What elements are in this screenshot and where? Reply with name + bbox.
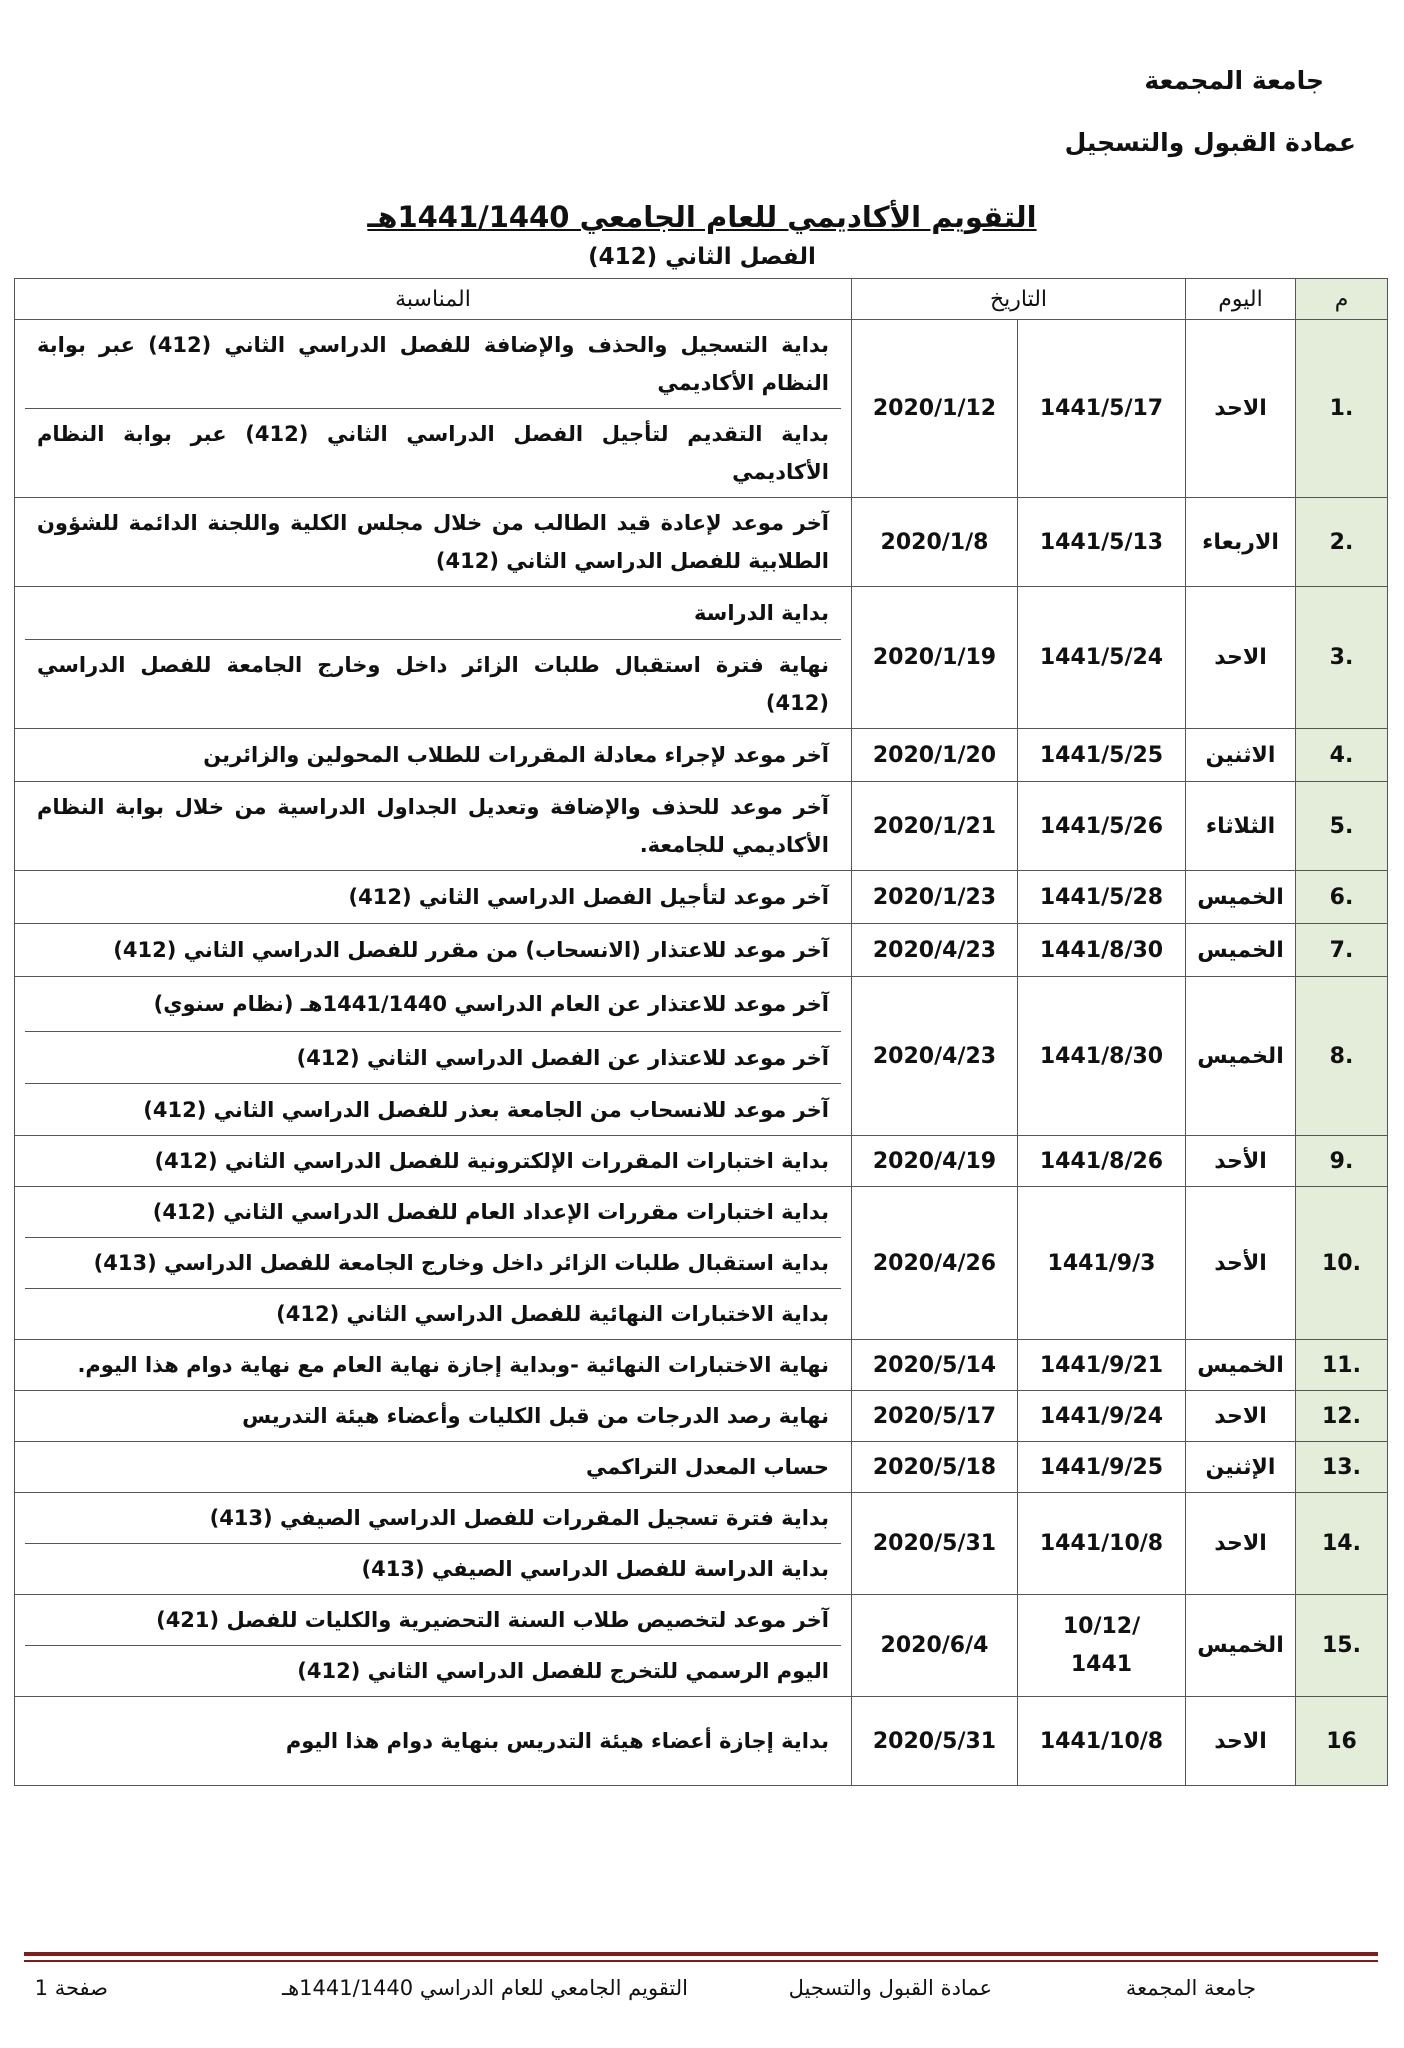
event-text: بداية اختبارات المقررات الإلكترونية للفصل الدراسي الثاني (412) <box>154 1149 829 1173</box>
event-item <box>25 498 841 586</box>
row-day: الخميس <box>1186 924 1296 977</box>
row-day: الاحد <box>1186 587 1296 729</box>
row-day: الاثنين <box>1186 729 1296 782</box>
row-events <box>15 1391 852 1442</box>
row-gregorian-date: 2020/1/8 <box>851 498 1017 587</box>
row-number: 14. <box>1296 1493 1388 1595</box>
table-row <box>15 320 1388 498</box>
table-row <box>15 498 1388 587</box>
table-row <box>15 1493 1388 1595</box>
event-item <box>25 1237 841 1288</box>
row-gregorian-date: 2020/4/23 <box>851 977 1017 1136</box>
row-hijri-date: 1441/9/25 <box>1018 1442 1186 1493</box>
table-row <box>15 729 1388 782</box>
row-events <box>15 320 852 498</box>
event-item <box>25 320 841 408</box>
event-item <box>25 408 841 497</box>
row-events <box>15 1595 852 1697</box>
row-events <box>15 1493 852 1595</box>
row-hijri-date: 1441/8/30 <box>1018 977 1186 1136</box>
row-number: 6. <box>1296 871 1388 924</box>
footer-deanship: عمادة القبول والتسجيل <box>788 1976 992 2000</box>
row-number: 3. <box>1296 587 1388 729</box>
event-item <box>25 587 841 639</box>
event-text: بداية الاختبارات النهائية للفصل الدراسي الثاني (412) <box>276 1302 829 1326</box>
row-number: 7. <box>1296 924 1388 977</box>
row-gregorian-date: 2020/5/17 <box>851 1391 1017 1442</box>
table-row <box>15 1442 1388 1493</box>
event-text: بداية إجازة أعضاء هيئة التدريس بنهاية دوام هذا اليوم <box>285 1729 829 1753</box>
event-text: آخر موعد لإجراء معادلة المقررات للطلاب المحولين والزائرين <box>203 743 829 767</box>
table-header-row <box>15 279 1388 320</box>
event-text: نهاية الاختبارات النهائية -وبداية إجازة نهاية العام مع نهاية دوام هذا اليوم. <box>77 1353 829 1377</box>
footer-calendar: التقويم الجامعي للعام الدراسي 1441/1440هـ <box>281 1976 688 2000</box>
column-header-event: المناسبة <box>15 279 852 320</box>
row-number: 9. <box>1296 1136 1388 1187</box>
row-number: 4. <box>1296 729 1388 782</box>
row-hijri-date: 1441/9/3 <box>1018 1187 1186 1340</box>
row-events <box>15 1442 852 1493</box>
row-gregorian-date: 2020/5/31 <box>851 1493 1017 1595</box>
event-text: نهاية رصد الدرجات من قبل الكليات وأعضاء هيئة التدريس <box>242 1404 829 1428</box>
row-day: الإثنين <box>1186 1442 1296 1493</box>
row-number: 5. <box>1296 782 1388 871</box>
event-text: نهاية فترة استقبال طلبات الزائر داخل وخارج الجامعة للفصل الدراسي (412) <box>37 653 829 715</box>
row-number: 10. <box>1296 1187 1388 1340</box>
event-item <box>25 1697 841 1785</box>
event-text: آخر موعد لتخصيص طلاب السنة التحضيرية والكليات للفصل (421) <box>156 1608 829 1632</box>
event-text: آخر موعد للحذف والإضافة وتعديل الجداول الدراسية من خلال بوابة النظام الأكاديمي للجامعة. <box>37 795 829 857</box>
table-row <box>15 977 1388 1136</box>
event-text: بداية استقبال طلبات الزائر داخل وخارج الجامعة للفصل الدراسي (413) <box>93 1251 829 1275</box>
row-day: الخميس <box>1186 1340 1296 1391</box>
row-number: 11. <box>1296 1340 1388 1391</box>
event-text: بداية التقديم لتأجيل الفصل الدراسي الثاني (412) عبر بوابة النظام الأكاديمي <box>37 422 829 484</box>
footer-rule-thin <box>24 1960 1378 1962</box>
table-row <box>15 924 1388 977</box>
row-hijri-date: 1441/5/13 <box>1018 498 1186 587</box>
row-gregorian-date: 2020/5/31 <box>851 1697 1017 1786</box>
column-header-number: م <box>1296 279 1388 320</box>
event-text: بداية اختبارات مقررات الإعداد العام للفصل الدراسي الثاني (412) <box>152 1200 829 1224</box>
row-gregorian-date: 2020/4/23 <box>851 924 1017 977</box>
footer-university: جامعة المجمعة <box>1125 1976 1256 2000</box>
event-text: آخر موعد للاعتذار عن العام الدراسي 1441/1440هـ (نظام سنوي) <box>153 992 829 1016</box>
row-number: 15. <box>1296 1595 1388 1697</box>
event-item <box>25 1031 841 1083</box>
university-name: جامعة المجمعة <box>1144 66 1324 95</box>
page-title: التقويم الأكاديمي للعام الجامعي 1441/1440هـ <box>367 200 1037 234</box>
row-hijri-date: 1441/5/25 <box>1018 729 1186 782</box>
table-row <box>15 1391 1388 1442</box>
event-item <box>25 782 841 870</box>
academic-calendar-table <box>14 278 1388 1786</box>
row-number: 1. <box>1296 320 1388 498</box>
row-gregorian-date: 2020/1/23 <box>851 871 1017 924</box>
row-number: 12. <box>1296 1391 1388 1442</box>
row-gregorian-date: 2020/1/20 <box>851 729 1017 782</box>
row-day: الاحد <box>1186 320 1296 498</box>
event-item <box>25 924 841 976</box>
row-day: الأحد <box>1186 1136 1296 1187</box>
row-number: 16 <box>1296 1697 1388 1786</box>
row-day: الأحد <box>1186 1187 1296 1340</box>
event-text: بداية الدراسة للفصل الدراسي الصيفي (413) <box>361 1557 829 1581</box>
event-text: آخر موعد لتأجيل الفصل الدراسي الثاني (412) <box>348 885 829 909</box>
row-events <box>15 1340 852 1391</box>
event-item <box>25 977 841 1031</box>
row-events <box>15 1187 852 1340</box>
row-number: 13. <box>1296 1442 1388 1493</box>
event-text: بداية الدراسة <box>693 601 829 625</box>
row-day: الخميس <box>1186 871 1296 924</box>
row-day: الخميس <box>1186 1595 1296 1697</box>
row-day: الاحد <box>1186 1493 1296 1595</box>
row-hijri-date: 1441/5/26 <box>1018 782 1186 871</box>
event-item <box>25 1083 841 1135</box>
row-hijri-date: 1441/8/26 <box>1018 1136 1186 1187</box>
event-text: بداية التسجيل والحذف والإضافة للفصل الدراسي الثاني (412) عبر بوابة النظام الأكاديمي <box>37 333 829 395</box>
event-item <box>25 1645 841 1696</box>
row-day: الاربعاء <box>1186 498 1296 587</box>
event-text: حساب المعدل التراكمي <box>586 1455 829 1479</box>
column-header-day: اليوم <box>1186 279 1296 320</box>
event-item <box>25 1288 841 1339</box>
event-item <box>25 1187 841 1237</box>
row-gregorian-date: 2020/4/26 <box>851 1187 1017 1340</box>
table-row <box>15 1136 1388 1187</box>
row-events <box>15 871 852 924</box>
row-events <box>15 498 852 587</box>
row-hijri-date: 1441/9/21 <box>1018 1340 1186 1391</box>
row-day: الاحد <box>1186 1697 1296 1786</box>
event-item <box>25 1340 841 1390</box>
event-item <box>25 871 841 923</box>
event-item <box>25 639 841 728</box>
table-row <box>15 1697 1388 1786</box>
row-events <box>15 1697 852 1786</box>
table-row <box>15 782 1388 871</box>
row-day: الخميس <box>1186 977 1296 1136</box>
row-hijri-date: 1441/10/8 <box>1018 1697 1186 1786</box>
row-events <box>15 782 852 871</box>
table-row <box>15 1595 1388 1697</box>
row-day: الاحد <box>1186 1391 1296 1442</box>
row-gregorian-date: 2020/1/19 <box>851 587 1017 729</box>
semester-subtitle: الفصل الثاني (412) <box>588 244 816 270</box>
event-text: آخر موعد للاعتذار (الانسحاب) من مقرر للفصل الدراسي الثاني (412) <box>113 938 829 962</box>
row-hijri-date: 1441/5/17 <box>1018 320 1186 498</box>
row-day: الثلاثاء <box>1186 782 1296 871</box>
event-item <box>25 1391 841 1441</box>
row-hijri-date: 1441/10/8 <box>1018 1493 1186 1595</box>
deanship-name: عمادة القبول والتسجيل <box>1064 128 1356 157</box>
event-text: بداية فترة تسجيل المقررات للفصل الدراسي الصيفي (413) <box>209 1506 829 1530</box>
row-events <box>15 729 852 782</box>
row-events <box>15 1136 852 1187</box>
row-number: 8. <box>1296 977 1388 1136</box>
footer-rule-thick <box>24 1952 1378 1956</box>
table-row <box>15 1187 1388 1340</box>
row-hijri-date: 1441/5/24 <box>1018 587 1186 729</box>
footer-page-number: صفحة 1 <box>34 1976 108 2000</box>
event-item <box>25 1136 841 1186</box>
event-item <box>25 1442 841 1492</box>
event-text: آخر موعد للانسحاب من الجامعة بعذر للفصل الدراسي الثاني (412) <box>143 1097 829 1122</box>
row-hijri-date: /10/12 1441 <box>1018 1595 1186 1697</box>
row-gregorian-date: 2020/5/14 <box>851 1340 1017 1391</box>
row-gregorian-date: 2020/1/21 <box>851 782 1017 871</box>
row-hijri-date: 1441/8/30 <box>1018 924 1186 977</box>
row-gregorian-date: 2020/5/18 <box>851 1442 1017 1493</box>
event-item <box>25 1493 841 1543</box>
event-item <box>25 1543 841 1594</box>
row-hijri-date: 1441/5/28 <box>1018 871 1186 924</box>
row-hijri-date: 1441/9/24 <box>1018 1391 1186 1442</box>
event-item <box>25 729 841 781</box>
event-text: اليوم الرسمي للتخرج للفصل الدراسي الثاني (412) <box>297 1659 829 1683</box>
row-events <box>15 924 852 977</box>
row-number: 2. <box>1296 498 1388 587</box>
table-row <box>15 871 1388 924</box>
row-gregorian-date: 2020/6/4 <box>851 1595 1017 1697</box>
event-item <box>25 1595 841 1645</box>
row-events <box>15 587 852 729</box>
column-header-date: التاريخ <box>851 279 1185 320</box>
row-gregorian-date: 2020/1/12 <box>851 320 1017 498</box>
row-gregorian-date: 2020/4/19 <box>851 1136 1017 1187</box>
row-events <box>15 977 852 1136</box>
event-text: آخر موعد للاعتذار عن الفصل الدراسي الثاني (412) <box>296 1045 829 1070</box>
event-text: آخر موعد لإعادة قيد الطالب من خلال مجلس الكلية واللجنة الدائمة للشؤون الطلابية للفصل الدراسي الثاني (412) <box>37 511 829 573</box>
table-row <box>15 587 1388 729</box>
table-row <box>15 1340 1388 1391</box>
